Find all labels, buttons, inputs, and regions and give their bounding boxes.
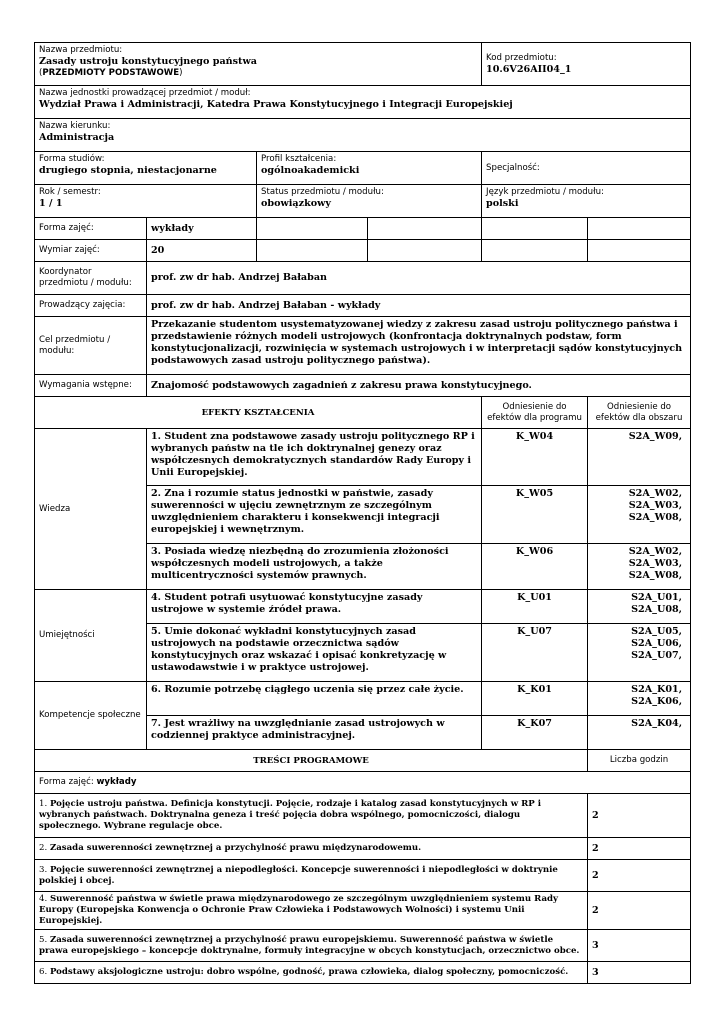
subject-category: PRZEDMIOTY PODSTAWOWE <box>42 68 180 78</box>
year-label: Rok / semestr: <box>39 187 101 197</box>
syllabus-table <box>34 42 691 984</box>
outcome-group-social: Kompetencje społeczne <box>35 682 147 750</box>
subject-name-cell: Nazwa przedmiotu: Zasady ustroju konstytucyjnego państwa (PRZEDMIOTY PODSTAWOWE) <box>35 43 482 86</box>
outcome-text: 2. Zna i rozumie status jednostki w państwie, zasady suwerenności w ujęciu zewnętrznym ze szczególnym uwzględnieniem charakteru i konsekwencji integracji europejskiej i wewnętrznym. <box>147 486 482 544</box>
content-text: 4. Suwerenność państwa w świetle prawa międzynarodowego ze szczególnym uwzględnieniem systemu Rady Europy (Europejska Konwencja o Ochronie Praw Człowieka i Podstawowych Wolności) i systemu Unii Europejskiej. <box>35 892 588 930</box>
outcome-program-ref: K_W04 <box>482 429 588 486</box>
class-hours-value: 20 <box>147 240 257 262</box>
language-value: polski <box>486 198 519 209</box>
content-header-row <box>35 750 691 772</box>
outcome-program-ref: K_K07 <box>482 716 588 750</box>
content-row <box>35 838 691 860</box>
syllabus-page <box>34 42 690 984</box>
outcome-text: 4. Student potrafi usytuować konstytucyjne zasady ustrojowe w systemie źródeł prawa. <box>147 590 482 624</box>
outcome-text: 6. Rozumie potrzebę ciągłego uczenia się przez całe życie. <box>147 682 482 716</box>
field-row <box>35 119 691 152</box>
outcome-area-ref: S2A_U01, S2A_U08, <box>588 590 691 624</box>
content-form-label: Forma zajęć: <box>39 777 94 787</box>
content-row <box>35 794 691 838</box>
outcome-area-ref: S2A_U05, S2A_U06, S2A_U07, <box>588 624 691 682</box>
study-row <box>35 152 691 185</box>
outcome-program-ref: K_U01 <box>482 590 588 624</box>
class-hours-label: Wymiar zajęć: <box>35 240 147 262</box>
content-row <box>35 892 691 930</box>
hours-header: Liczba godzin <box>588 750 691 772</box>
content-form-value: wykłady <box>96 777 137 787</box>
lecturer-row <box>35 295 691 317</box>
unit-value: Wydział Prawa i Administracji, Katedra Prawa Konstytucyjnego i Integracji Europejskiej <box>39 99 513 110</box>
content-text: 3. Pojęcie suwerenności zewnętrznej a niepodległości. Koncepcje suwerenności i niepodległości w doktrynie polskiej i obcej. <box>35 860 588 892</box>
class-form-row <box>35 218 691 240</box>
content-hours: 2 <box>588 794 691 838</box>
goal-row <box>35 317 691 375</box>
unit-label: Nazwa jednostki prowadzącej przedmiot / moduł: <box>39 88 251 98</box>
lecturer-label: Prowadzący zajęcia: <box>35 295 147 317</box>
outcomes-header-row <box>35 397 691 429</box>
content-hours: 3 <box>588 962 691 984</box>
class-hours-row <box>35 240 691 262</box>
study-form-value: drugiego stopnia, niestacjonarne <box>39 165 217 176</box>
status-value: obowiązkowy <box>261 198 331 209</box>
content-hours: 2 <box>588 892 691 930</box>
content-row <box>35 962 691 984</box>
class-form-label: Forma zajęć: <box>35 218 147 240</box>
content-row <box>35 930 691 962</box>
outcome-area-ref: S2A_K01, S2A_K06, <box>588 682 691 716</box>
outcome-area-ref: S2A_K04, <box>588 716 691 750</box>
study-form-label: Forma studiów: <box>39 154 105 164</box>
class-form-value: wykłady <box>147 218 257 240</box>
unit-row <box>35 86 691 119</box>
outcome-text: 1. Student zna podstawowe zasady ustroju politycznego RP i wybranych państw na tle ich doktrynalnej genezy oraz współczesnych demokratycznych standardów Rady Europy i Unii Europejskiej. <box>147 429 482 486</box>
status-label: Status przedmiotu / modułu: <box>261 187 384 197</box>
requirements-value: Znajomość podstawowych zagadnień z zakresu prawa konstytucyjnego. <box>147 375 691 397</box>
lecturer-value: prof. zw dr hab. Andrzej Bałaban - wykłady <box>147 295 691 317</box>
language-label: Język przedmiotu / modułu: <box>486 187 604 197</box>
specialty-label: Specjalność: <box>486 162 540 173</box>
outcome-row <box>35 590 691 624</box>
content-form-row <box>35 772 691 794</box>
year-row <box>35 185 691 218</box>
year-value: 1 / 1 <box>39 198 63 209</box>
outcome-program-ref: K_U07 <box>482 624 588 682</box>
outcomes-header: EFEKTY KSZTAŁCENIA <box>35 397 482 429</box>
goal-value: Przekazanie studentom usystematyzowanej wiedzy z zakresu zasad ustroju politycznego państwa i przedstawienie różnych modeli ustrojowych (konfrontacja doktrynalnych podstaw, form konstytucjonalizacji, rozwinięcia w systemach ustrojowych i w interpretacji sądów konstytucyjnych podstawowych zasad ustroju politycznego państwa). <box>147 317 691 375</box>
outcome-area-ref: S2A_W02, S2A_W03, S2A_W08, <box>588 544 691 590</box>
program-ref-header: Odniesienie do efektów dla programu <box>482 397 588 429</box>
goal-label: Cel przedmiotu / modułu: <box>35 317 147 375</box>
field-value: Administracja <box>39 132 115 143</box>
subject-name-label: Nazwa przedmiotu: <box>39 45 123 55</box>
requirements-label: Wymagania wstępne: <box>35 375 147 397</box>
content-text: 5. Zasada suwerenności zewnętrznej a przychylność prawu europejskiemu. Suwerenność państwa w świetle prawa europejskiego – koncepcje doktrynalne, formuły integracyjne w obcych konstytucjach, orzecznictwo obce. <box>35 930 588 962</box>
outcome-text: 7. Jest wrażliwy na uwzględnianie zasad ustrojowych w codziennej praktyce administracyjnej. <box>147 716 482 750</box>
content-hours: 3 <box>588 930 691 962</box>
outcome-program-ref: K_K01 <box>482 682 588 716</box>
profile-label: Profil kształcenia: <box>261 154 337 164</box>
coordinator-label: Koordynator przedmiotu / modułu: <box>35 262 147 295</box>
profile-value: ogólnoakademicki <box>261 165 360 176</box>
outcome-group-knowledge: Wiedza <box>35 429 147 590</box>
outcome-row <box>35 682 691 716</box>
field-label: Nazwa kierunku: <box>39 121 111 131</box>
content-hours: 2 <box>588 860 691 892</box>
subject-row <box>35 43 691 86</box>
subject-name-value: Zasady ustroju konstytucyjnego państwa <box>39 56 257 67</box>
subject-code-label: Kod przedmiotu: <box>486 52 557 63</box>
subject-code-value: 10.6V26AII04_1 <box>486 63 572 75</box>
outcome-text: 5. Umie dokonać wykładni konstytucyjnych zasad ustrojowych na podstawie orzecznictwa sądów konstytucyjnych oraz wskazać i opisać konkretyzację w ustawodawstwie i w praktyce ustrojowej. <box>147 624 482 682</box>
outcome-area-ref: S2A_W02, S2A_W03, S2A_W08, <box>588 486 691 544</box>
coordinator-row <box>35 262 691 295</box>
content-hours: 2 <box>588 838 691 860</box>
coordinator-value: prof. zw dr hab. Andrzej Bałaban <box>147 262 691 295</box>
outcome-program-ref: K_W06 <box>482 544 588 590</box>
subject-code-cell <box>482 43 691 86</box>
outcome-text: 3. Posiada wiedzę niezbędną do zrozumienia złożoności współczesnych modeli ustrojowych, a także multicentryczności systemów prawnych. <box>147 544 482 590</box>
content-row <box>35 860 691 892</box>
content-header: TREŚCI PROGRAMOWE <box>35 750 588 772</box>
area-ref-header: Odniesienie do efektów dla obszaru <box>588 397 691 429</box>
outcome-program-ref: K_W05 <box>482 486 588 544</box>
content-text: 1. Pojęcie ustroju państwa. Definicja konstytucji. Pojęcie, rodzaje i katalog zasad konstytucyjnych w RP i wybranych państwach. Doktrynalna geneza i treść pojęcia dobra wspólnego, pomocniczości, dialogu społecznego. Wybrane regulacje obce. <box>35 794 588 838</box>
requirements-row <box>35 375 691 397</box>
outcome-area-ref: S2A_W09, <box>588 429 691 486</box>
outcome-row <box>35 429 691 486</box>
content-text: 6. Podstawy aksjologiczne ustroju: dobro wspólne, godność, prawa człowieka, dialog społeczny, pomocniczość. <box>35 962 588 984</box>
content-text: 2. Zasada suwerenności zewnętrznej a przychylność prawu międzynarodowemu. <box>35 838 588 860</box>
outcome-group-skills: Umiejętności <box>35 590 147 682</box>
